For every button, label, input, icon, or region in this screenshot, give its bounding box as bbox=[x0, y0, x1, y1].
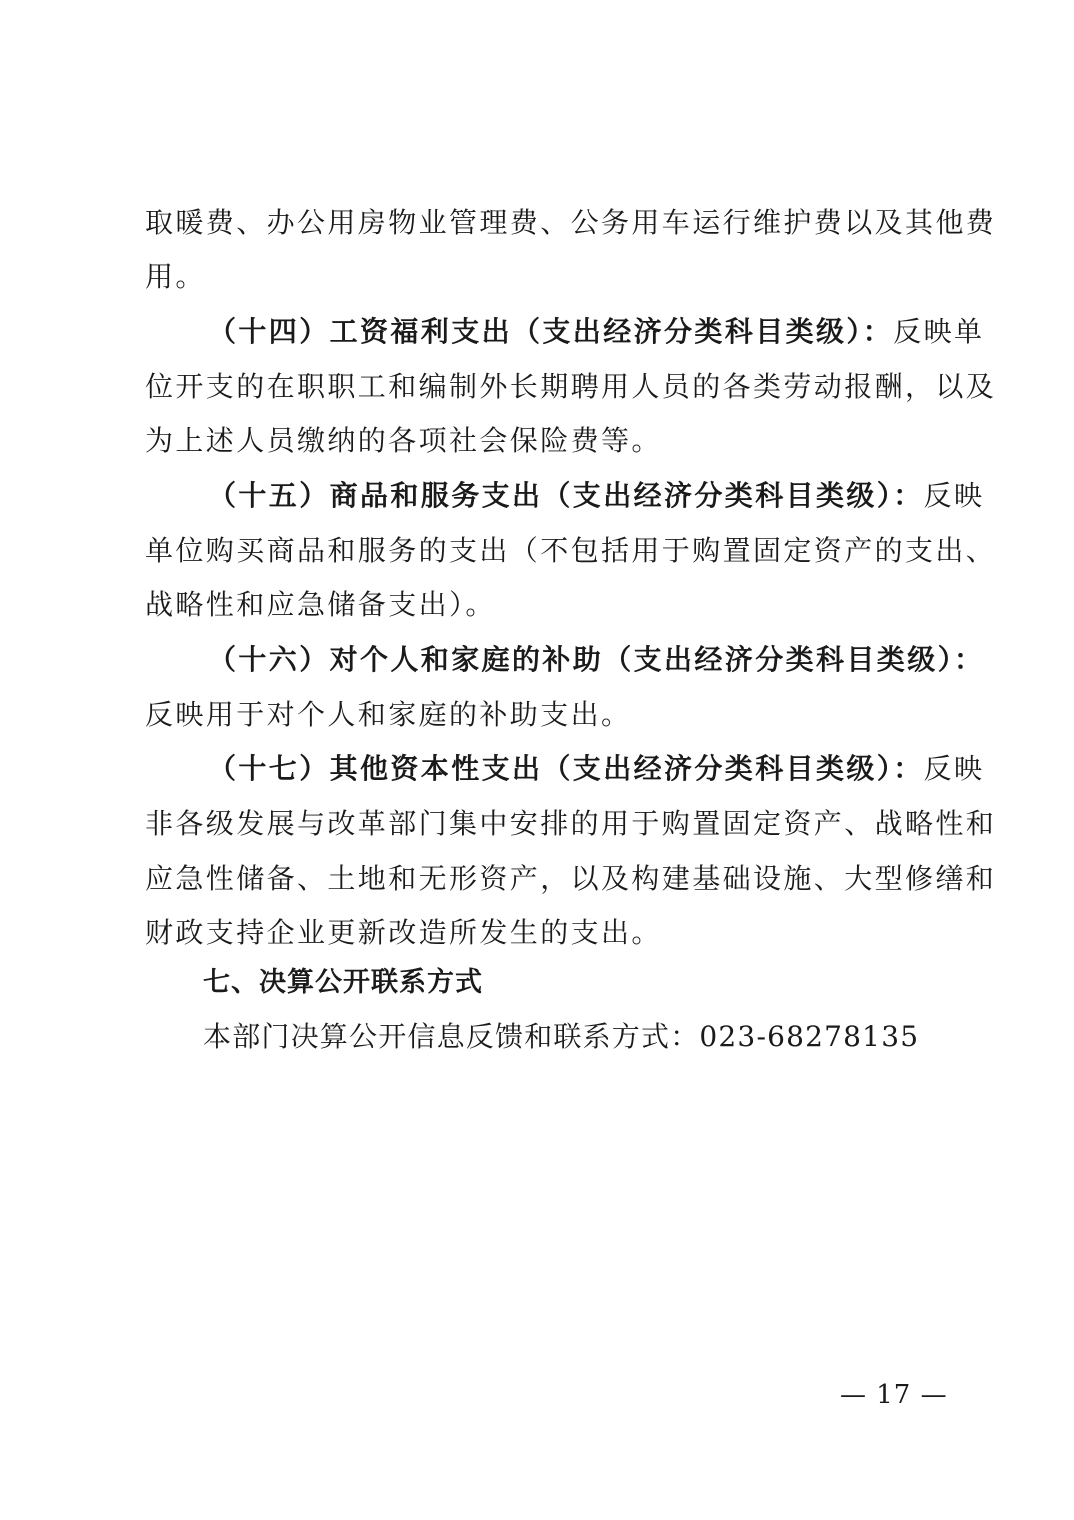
paragraph-line: 应急性储备、土地和无形资产，以及构建基础设施、大型修缮和 bbox=[145, 862, 997, 895]
item-15-text: 反映 bbox=[923, 479, 985, 512]
item-16-title: （十六）对个人和家庭的补助（支出经济分类科目类级）： bbox=[208, 643, 985, 676]
paragraph-line: 财政支持企业更新改造所发生的支出。 bbox=[145, 916, 662, 949]
section-heading: 七、决算公开联系方式 bbox=[203, 967, 483, 998]
item-17-title: （十七）其他资本性支出（支出经济分类科目类级）： bbox=[208, 752, 924, 785]
item-17-line bbox=[208, 752, 984, 786]
paragraph-line: 单位购买商品和服务的支出（不包括用于购置固定资产的支出、 bbox=[145, 534, 997, 567]
paragraph-line: 战略性和应急储备支出）。 bbox=[145, 588, 496, 621]
item-14-line bbox=[208, 315, 984, 349]
paragraph-line: 取暖费、办公用房物业管理费、公务用车运行维护费以及其他费 bbox=[145, 206, 997, 239]
contact-line: 本部门决算公开信息反馈和联系方式：023-68278135 bbox=[203, 1020, 920, 1053]
item-14-text: 反映单 bbox=[893, 315, 985, 348]
paragraph-line: 用。 bbox=[145, 260, 206, 293]
paragraph-line: 反映用于对个人和家庭的补助支出。 bbox=[145, 698, 632, 731]
item-15-line bbox=[208, 479, 984, 513]
item-14-title: （十四）工资福利支出（支出经济分类科目类级）： bbox=[208, 315, 894, 348]
item-17-text: 反映 bbox=[923, 752, 985, 785]
item-16-line bbox=[208, 643, 984, 677]
page-number: — 17 — bbox=[840, 1380, 948, 1410]
paragraph-line: 为上述人员缴纳的各项社会保险费等。 bbox=[145, 424, 662, 457]
item-15-title: （十五）商品和服务支出（支出经济分类科目类级）： bbox=[208, 479, 924, 512]
paragraph-line: 位开支的在职职工和编制外长期聘用人员的各类劳动报酬，以及 bbox=[145, 370, 997, 403]
paragraph-line: 非各级发展与改革部门集中安排的用于购置固定资产、战略性和 bbox=[145, 807, 997, 840]
